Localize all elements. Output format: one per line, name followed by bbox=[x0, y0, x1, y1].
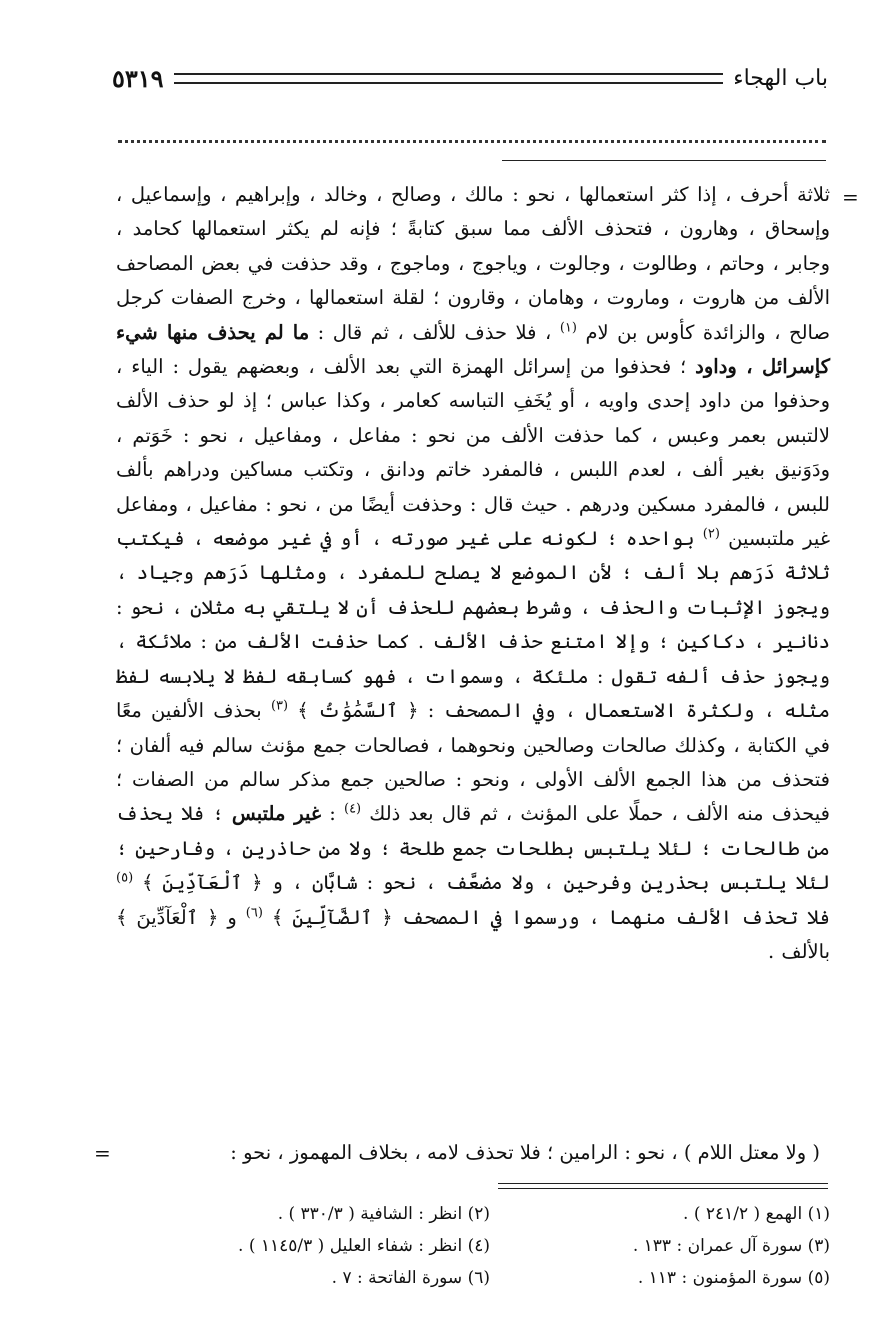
page-number: ٥٣١٩ bbox=[112, 63, 164, 93]
bold-quote: غير ملتبس bbox=[231, 802, 322, 826]
footnote-ref-2[interactable]: (٢) bbox=[702, 526, 720, 542]
chapter-title: باب الهجاء bbox=[733, 65, 828, 91]
footnote-2: (٢) انظر : الشافية ( ٣٣٠/٣ ) . bbox=[277, 1204, 490, 1224]
footnote-3: (٣) سورة آل عمران : ١٣٣ . bbox=[632, 1236, 830, 1256]
footnote-ref-6[interactable]: (٦) bbox=[245, 905, 263, 921]
footnote-ref-4[interactable]: (٤) bbox=[343, 801, 362, 817]
footnote-5: (٥) سورة المؤمنون : ١١٣ . bbox=[637, 1268, 830, 1288]
footnote-1: (١) الهمع ( ٢٤١/٢ ) . bbox=[683, 1204, 830, 1224]
footnote-ref-3[interactable]: (٣) bbox=[270, 698, 289, 714]
passage-text: و ﴿ ٱلْعَآدِّينَ ﴾ بالألف . bbox=[116, 905, 830, 963]
footnote-6: (٦) سورة الفاتحة : ٧ . bbox=[331, 1268, 490, 1288]
dotted-separator bbox=[118, 140, 826, 143]
passage-text: بحذف الألفين معًا في الكتابة ، وكذلك صالحات وصالحين ونحوهما ، فصالحات جمع مؤنث سالم فيه ألفان ؛ فتحذف من هذا الجمع الألف الأولى ، ونحو : صالحين جمع مذكر سالم من الصفات ؛ فيحذف منه الألف ، حملًا على المؤنث ، ثم قال بعد ذلك bbox=[116, 699, 830, 826]
passage-text: : bbox=[329, 802, 336, 826]
footnotes bbox=[150, 1198, 830, 1294]
passage-text: ، فلا حذف للألف ، ثم قال : bbox=[317, 320, 552, 344]
header-rule bbox=[174, 73, 724, 84]
commentary-passage bbox=[116, 178, 830, 969]
passage-text: ؛ فحذفوا من إسرائل الهمزة التي بعد الألف ، وبعضهم يقول : الياء ، وحذفوا من داود إحدى واويه ، أو يُخَفِ التباسه كعامر ، وكذا عباس ؛ إذ لو حذف الألف لالتبس بعمر وعبس ، كما حذفت الألف من نحو : مفاعل ، ومفاعيل ، نحو : خَوَتم ، ودَوَنيق بغير ألف ، لعدم اللبس ، فالمفرد خاتم ودانق ، وتكتب مساكين ودراهم بألف للبس ، فالمفرد مسكين ودرهم . حيث قال : وحذفت أيضًا من ، نحو : مفاعيل ، ومفاعل غير ملتبسين bbox=[116, 355, 831, 551]
footnote-separator bbox=[498, 1183, 828, 1189]
main-text: ( ولا معتل اللام ) ، نحو : الرامين ؛ فلا تحذف لامه ، بخلاف المهموز ، نحو : bbox=[230, 1141, 820, 1164]
passage-text: بواحده ؛ لكونه على غير صورته ، أو في غير موضعه ، فيكتب ثلاثة دَرَهم بلا ألف ؛ لأن الموضع لا يصلح للمفرد ، ومثلها دَرَهم وجياد ، ويجوز الإثبات والحذف ، وشرط بعضهم للحذف أن لا يلتقي به مثلان ، نحو : دنانير ، دكاكين ؛ وإلا امتنع حذف الألف . كما حذفت الألف من : ملائكة ، ويجوز حذف ألفه تقول : ملئكة ، وسموات ، فهو كسابقه لفظ لا يلابسه لفظ مثله ، ولكثرة الاستعمال ، وفي المصحف : ﴿ ٱلسَّمَٰوَٰتُ ﴾ bbox=[116, 527, 831, 723]
continuation-mark: = bbox=[94, 1141, 111, 1165]
footnote-4: (٤) انظر : شفاء العليل ( ١١٤٥/٣ ) . bbox=[238, 1236, 490, 1256]
passage-text: فلا تحذف الألف منهما ، ورسموا في المصحف ﴿ ٱلضَّآلِّينَ ﴾ bbox=[271, 905, 830, 929]
quote-top-rule bbox=[502, 160, 826, 161]
main-text-line bbox=[94, 1136, 820, 1170]
bold-quote: ما لم يحذف منها شيء كإسرائل ، وداود bbox=[116, 320, 830, 379]
continuation-mark: = bbox=[842, 185, 859, 209]
passage-text: ثلاثة أحرف ، إذا كثر استعمالها ، نحو : مالك ، وصالح ، وخالد ، وإبراهيم ، وإسماعيل ، وإسحاق ، وهارون ، فتحذف الألف مما سبق كتابةً ؛ فإنه لم يكثر استعمالها كحامد ، وجابر ، وحاتم ، وطالوت ، وجالوت ، وياجوج ، وماجوج ، وقد حذفت في بعض المصاحف الألف من هاروت ، وماروت ، وهامان ، وقارون ؛ لقلة استعمالها ، وخرج الصفات كرجل صالح ، والزائدة كأوس بن لام bbox=[116, 183, 831, 344]
running-header bbox=[112, 58, 828, 98]
passage-text: ؛ فلا يحذف من طالحات ؛ لئلا يلتبس بطلحات جمع طلحة ؛ ولا من حاذرين ، وفارحين ؛ لئلا يلتبس بحذرين وفرحين ، ولا مضعَّف ، نحو : شابَّان ، و ﴿ ٱلْعَآدِّينَ ﴾ bbox=[116, 802, 830, 895]
footnote-ref-1[interactable]: (١) bbox=[559, 320, 577, 336]
footnote-ref-5[interactable]: (٥) bbox=[116, 870, 134, 886]
